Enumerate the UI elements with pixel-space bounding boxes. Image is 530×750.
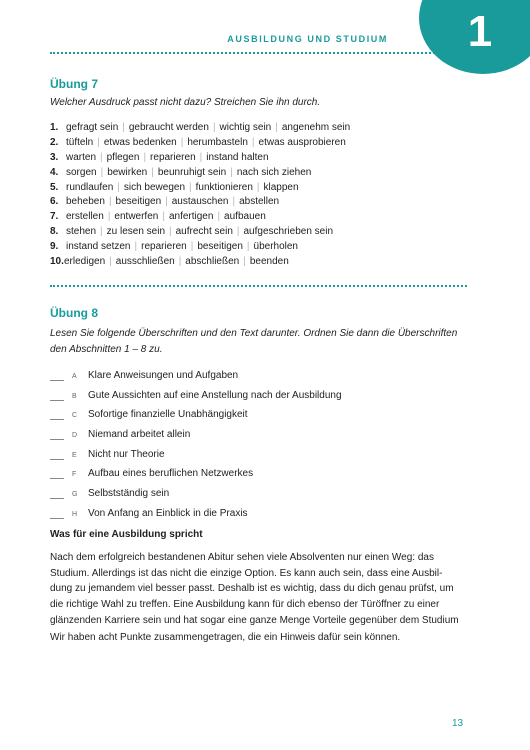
separator: | (243, 256, 246, 268)
exercise7-list (50, 121, 350, 270)
heading-text: Selbstständig sein (88, 488, 170, 500)
option-text[interactable]: erledigen (64, 256, 106, 268)
separator: | (251, 136, 255, 148)
option-text[interactable]: aufbauen (224, 211, 266, 223)
separator: | (236, 226, 240, 238)
answer-blank[interactable] (50, 429, 64, 440)
heading-option (50, 425, 342, 445)
separator: | (122, 122, 125, 133)
option-text[interactable]: funktionieren (195, 181, 253, 193)
paragraph-line: Studium. Allerdings ist das nicht die einzige Option. Es kann auch sein, dass eine Ausbil- (50, 567, 443, 579)
exercise7-item (50, 151, 350, 166)
heading-letter: A (72, 373, 77, 380)
exercise7-item (50, 121, 350, 136)
paragraph-2: Wir haben acht Punkte zusammengetragen, die ein Hinweis dafür sein können. (50, 632, 401, 643)
heading-letter: B (72, 392, 77, 400)
exercise7-item (50, 210, 350, 225)
separator: | (100, 226, 103, 238)
exercise7-item (50, 240, 350, 255)
separator: | (134, 241, 138, 253)
heading-letter: C (72, 412, 78, 420)
option-text[interactable]: klappen (263, 181, 299, 193)
exercise7-item (50, 181, 350, 196)
option-text[interactable]: beunruhigt sein (157, 166, 227, 178)
exercise7-instruction: Welcher Ausdruck passt nicht dazu? Streichen Sie ihn durch. (50, 97, 321, 108)
option-text[interactable]: ausschließen (115, 256, 175, 268)
separator: | (246, 241, 250, 253)
item-number: 8. (50, 226, 59, 238)
heading-option (50, 445, 342, 465)
exercise7-item (50, 136, 350, 151)
item-number: 10. (50, 256, 64, 268)
separator: | (217, 211, 221, 223)
chapter-number: 1 (467, 7, 493, 56)
option-text[interactable]: beenden (249, 256, 289, 268)
option-text[interactable]: reparieren (150, 151, 196, 163)
answer-blank[interactable] (50, 468, 64, 479)
separator: | (232, 196, 236, 208)
paragraph-line: dung zu jemandem viel besser passt. Deshalb ist es wichtig, dass du dich genau prüfst, um (50, 583, 454, 595)
separator: | (100, 166, 104, 178)
separator: | (97, 136, 100, 148)
option-text[interactable]: gebraucht werden (128, 122, 209, 133)
heading-letter: D (72, 432, 78, 440)
heading-letter: G (72, 491, 78, 499)
option-text[interactable]: aufgeschrieben sein (243, 226, 334, 238)
paragraph-1 (50, 550, 472, 629)
answer-blank[interactable] (50, 508, 64, 519)
section-label: AUSBILDUNG UND STUDIUM (227, 34, 388, 44)
option-text[interactable]: tüfteln (66, 136, 94, 148)
separator: | (212, 122, 216, 133)
heading-option (50, 464, 342, 484)
heading-text: Nicht nur Theorie (88, 448, 165, 460)
separator: | (189, 181, 192, 193)
separator: | (165, 196, 168, 208)
option-text[interactable]: instand halten (206, 151, 269, 163)
heading-text: Aufbau eines beruflichen Netzwerkes (88, 468, 254, 480)
answer-blank[interactable] (50, 488, 64, 499)
heading-option (50, 504, 342, 524)
option-text[interactable]: sich bewegen (123, 181, 186, 193)
option-text[interactable]: pflegen (106, 151, 140, 163)
option-text[interactable]: wichtig sein (219, 122, 272, 133)
option-text[interactable]: abstellen (239, 196, 280, 208)
option-text[interactable]: reparieren (141, 241, 187, 253)
option-text[interactable]: bewirken (107, 166, 148, 178)
item-number: 4. (50, 166, 59, 178)
separator: | (162, 211, 165, 223)
option-text[interactable]: austauschen (171, 196, 229, 208)
separator: | (180, 136, 184, 148)
item-number: 7. (50, 211, 59, 223)
heading-text: Sofortige finanzielle Unabhängigkeit (88, 409, 248, 421)
option-text[interactable]: überholen (253, 241, 298, 253)
option-text[interactable]: sorgen (66, 166, 97, 178)
option-text[interactable]: etwas ausprobieren (258, 136, 346, 148)
item-number: 9. (50, 241, 59, 253)
text-title: Was für eine Ausbildung spricht (50, 529, 203, 540)
answer-blank[interactable] (50, 409, 64, 420)
page-number: 13 (452, 718, 464, 729)
exercise8-headings (50, 366, 342, 524)
separator: | (117, 181, 120, 193)
option-text[interactable]: beseitigen (197, 241, 243, 253)
exercise7-item (50, 166, 350, 181)
heading-text: Gute Aussichten auf eine Anstellung nach der Ausbildung (88, 389, 342, 401)
exercise8-title: Übung 8 (50, 306, 98, 320)
option-text[interactable]: nach sich ziehen (236, 166, 312, 178)
answer-blank[interactable] (50, 390, 64, 401)
exercise7-item (50, 225, 350, 240)
paragraph-line: glänzenden Karriere sein und hat sogar eine ganze Menge Vorteile gegenüber dem Studium (50, 614, 459, 626)
exercise7-item (50, 255, 350, 270)
option-text[interactable]: anfertigen (168, 211, 214, 223)
item-number: 1. (50, 122, 59, 133)
divider-top (50, 52, 467, 54)
heading-text: Niemand arbeitet allein (88, 429, 191, 441)
separator: | (275, 122, 278, 133)
item-number: 5. (50, 181, 59, 193)
option-text[interactable]: rundlaufen (66, 181, 114, 193)
separator: | (190, 241, 194, 253)
heading-letter: F (72, 471, 77, 479)
answer-blank[interactable] (50, 370, 64, 381)
option-text[interactable]: abschließen (185, 256, 240, 268)
separator: | (107, 211, 111, 223)
heading-option (50, 405, 342, 425)
option-text[interactable]: gefragt sein (66, 122, 119, 133)
heading-letter: E (72, 451, 77, 459)
heading-text: Von Anfang an Einblick in die Praxis (88, 507, 248, 519)
option-text[interactable]: entwerfen (114, 211, 159, 223)
separator: | (151, 166, 154, 178)
heading-option (50, 366, 342, 386)
paragraph-line: Nach dem erfolgreich bestandenen Abitur sehen viele Absolventen nur einen Weg: das (50, 552, 434, 563)
option-text[interactable]: beheben (66, 196, 105, 208)
heading-option (50, 484, 342, 504)
option-text[interactable]: instand setzen (66, 241, 131, 253)
option-text[interactable]: erstellen (66, 211, 104, 223)
separator: | (100, 151, 103, 163)
paragraph-line: die richtige Wahl zu treffen. Eine Ausbildung kann für dich ebenso der Türöffner zu einer (50, 599, 440, 611)
exercise7-title: Übung 7 (50, 77, 98, 91)
separator: | (230, 166, 233, 178)
item-number: 2. (50, 136, 59, 148)
item-number: 3. (50, 151, 59, 163)
separator: | (143, 151, 147, 163)
option-text[interactable]: aufrecht sein (175, 226, 233, 238)
option-text[interactable]: herumbasteln (187, 136, 248, 148)
separator: | (199, 151, 203, 163)
heading-letter: H (72, 510, 78, 518)
divider-middle (50, 285, 467, 287)
option-text[interactable]: warten (66, 151, 97, 163)
separator: | (109, 256, 112, 268)
answer-blank[interactable] (50, 449, 64, 460)
exercise7-item (50, 195, 350, 210)
exercise8-instruction: Lesen Sie folgende Überschriften und den Text darunter. Ordnen Sie dann die Überschriften den Abschnitten 1 – 8 zu. (50, 328, 458, 355)
item-number: 6. (50, 196, 59, 208)
separator: | (178, 256, 182, 268)
separator: | (256, 181, 260, 193)
heading-option (50, 386, 342, 406)
option-text[interactable]: etwas bedenken (103, 136, 177, 148)
separator: | (169, 226, 172, 238)
option-text[interactable]: zu lesen sein (106, 226, 166, 238)
option-text[interactable]: beseitigen (115, 196, 162, 208)
option-text[interactable]: stehen (66, 226, 97, 238)
heading-text: Klare Anweisungen und Aufgaben (88, 370, 239, 381)
option-text[interactable]: angenehm sein (281, 122, 351, 133)
separator: | (108, 196, 112, 208)
